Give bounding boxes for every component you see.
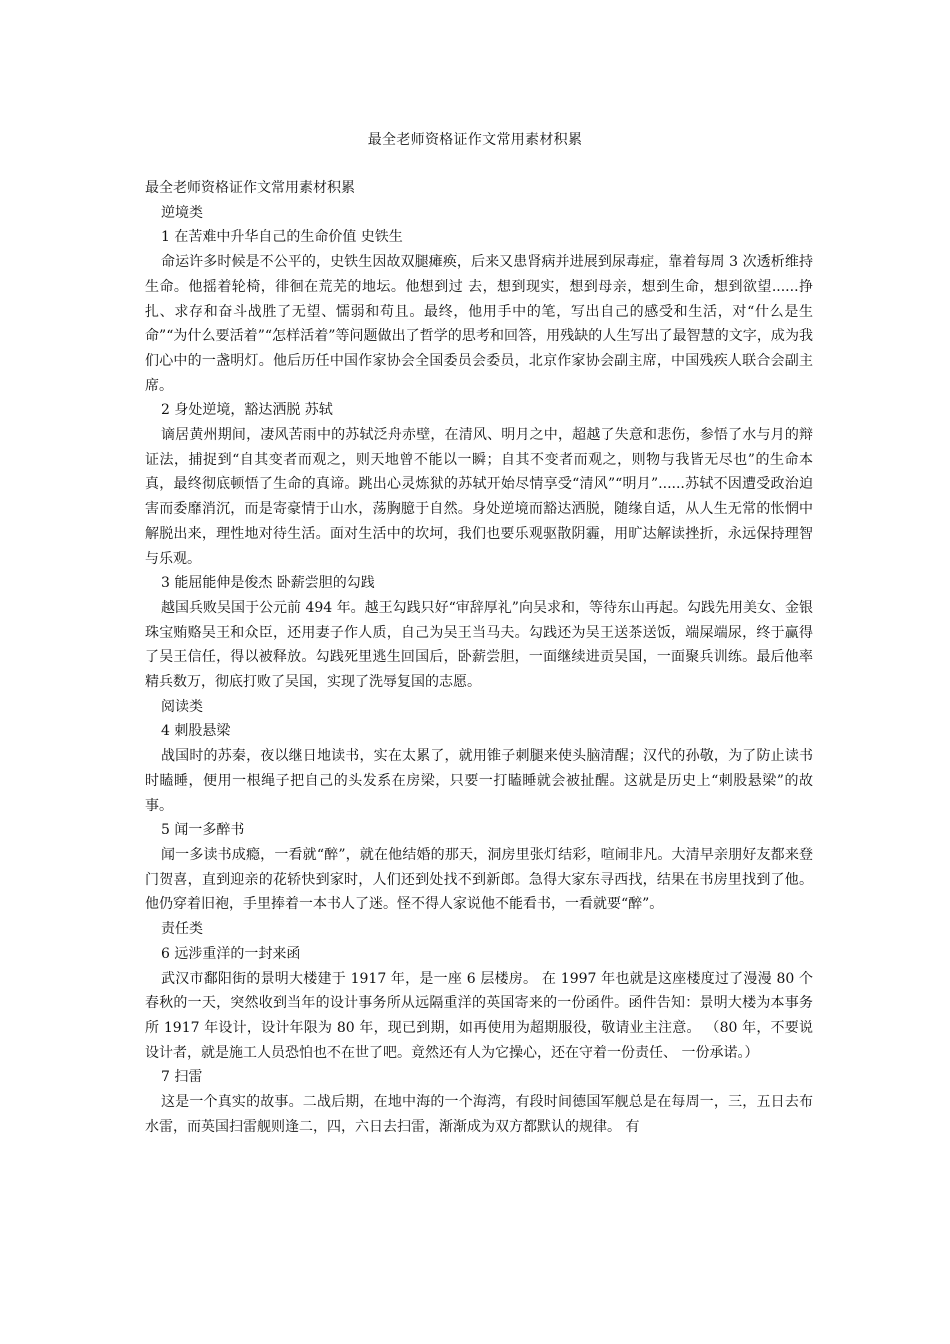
document-body (145, 176, 813, 1139)
section-heading-adversity: 逆境类 (161, 204, 203, 221)
item-body-3: 越国兵败吴国于公元前 494 年。越王勾践只好“审辞厚礼”向吴求和，等待东山再起。勾践先用美女、金银珠宝贿赂吴王和众臣，还用妻子作人质，自己为吴王当马夫。勾践还为吴王送茶送饭，端屎端尿，终于赢得了吴王信任，得以被释放。勾践死里逃生回国后，卧薪尝胆，一面继续进贡吴国，一面聚兵训练。最后他率精兵数万，彻底打败了吴国，实现了洗辱复国的志愿。 (145, 599, 813, 691)
item-body-6: 武汉市鄱阳街的景明大楼建于 1917 年，是一座 6 层楼房。 在 1997 年也就是这座楼度过了漫漫 80 个春秋的一天，突然收到当年的设计事务所从远隔重洋的英国寄来的一份函件。函件告知：景明大楼为本事务所 1917 年设计，设计年限为 80 年，现已到期，如再使用为超期服役，敬请业主注意。 （80 年，不要说设计者，就是施工人员恐怕也不在世了吧。竟然还有人为它操心，还在守着一份责任、 一份承诺。） (145, 970, 813, 1061)
item-body-5: 闻一多读书成瘾，一看就“醉”，就在他结婚的那天，洞房里张灯结彩，喧闹非凡。大清早亲朋好友都来登门贺喜，直到迎亲的花轿快到家时，人们还到处找不到新郎。急得大家东寻西找，结果在书房里找到了他。他仍穿着旧袍，手里捧着一本书人了迷。怪不得人家说他不能看书，一看就要“醉”。 (145, 846, 813, 913)
item-body-2: 谪居黄州期间，凄风苦雨中的苏轼泛舟赤壁，在清风、明月之中，超越了失意和悲伤，参悟了水与月的辩证法，捕捉到“自其变者而观之，则天地曾不能以一瞬；自其不变者而观之，则物与我皆无尽也”的生命本真，最终彻底顿悟了生命的真谛。跳出心灵炼狱的苏轼开始尽情享受“清风”“明月”......苏轼不因遭受政治迫害而委靡消沉，而是寄豪情于山水，荡胸臆于自然。身处逆境而豁达洒脱，随缘自适，从人生无常的怅惘中解脱出来，理性地对待生活。面对生活中的坎坷，我们也要乐观驱散阴霾，用旷达解读挫折，永远保持理智与乐观。 (145, 427, 813, 567)
item-body-4: 战国时的苏秦，夜以继日地读书，实在太累了，就用锥子刺腿来使头脑清醒；汉代的孙敬，为了防止读书时瞌睡，便用一根绳子把自己的头发系在房梁，只要一打瞌睡就会被扯醒。这就是历史上“刺股悬梁”的故事。 (145, 748, 813, 814)
item-heading-5: 5 闻一多醉书 (161, 822, 245, 839)
document-heading: 最全老师资格证作文常用素材积累 (145, 180, 355, 196)
item-heading-1: 1 在苦难中升华自己的生命价值 史铁生 (161, 229, 403, 246)
item-heading-4: 4 刺股悬梁 (161, 723, 231, 740)
section-heading-reading: 阅读类 (161, 698, 203, 715)
item-heading-6: 6 远涉重洋的一封来函 (161, 945, 301, 962)
item-heading-7: 7 扫雷 (161, 1069, 203, 1086)
page-title: 最全老师资格证作文常用素材积累 (367, 132, 583, 148)
item-body-7: 这是一个真实的故事。二战后期，在地中海的一个海湾，有段时间德国军舰总是在每周一，三，五日去布水雷，而英国扫雷舰则逢二，四，六日去扫雷，渐渐成为双方都默认的规律。 有 (145, 1094, 813, 1135)
item-body-1: 命运许多时候是不公平的，史铁生因故双腿瘫痪，后来又患肾病并进展到尿毒症，靠着每周 3 次透析维持生命。他摇着轮椅，徘徊在荒芜的地坛。他想到过 去，想到现实，想到母亲，想到生命，想到欲望......挣扎、求存和奋斗战胜了无望、懦弱和苟且。最终，他用手中的笔，写出自己的感受和生活，对“什么是生命”“为什么要活着”“怎样活着”等问题做出了哲学的思考和回答，用残缺的人生写出了最智慧的文字，成为我们心中的一盏明灯。他后历任中国作家协会全国委员会委员，北京作家协会副主席，中国残疾人联合会副主席。 (145, 254, 813, 394)
section-heading-responsibility: 责任类 (161, 921, 203, 938)
item-heading-2: 2 身处逆境，豁达洒脱 苏轼 (161, 402, 333, 419)
item-heading-3: 3 能屈能伸是俊杰 卧薪尝胆的勾践 (161, 575, 375, 592)
